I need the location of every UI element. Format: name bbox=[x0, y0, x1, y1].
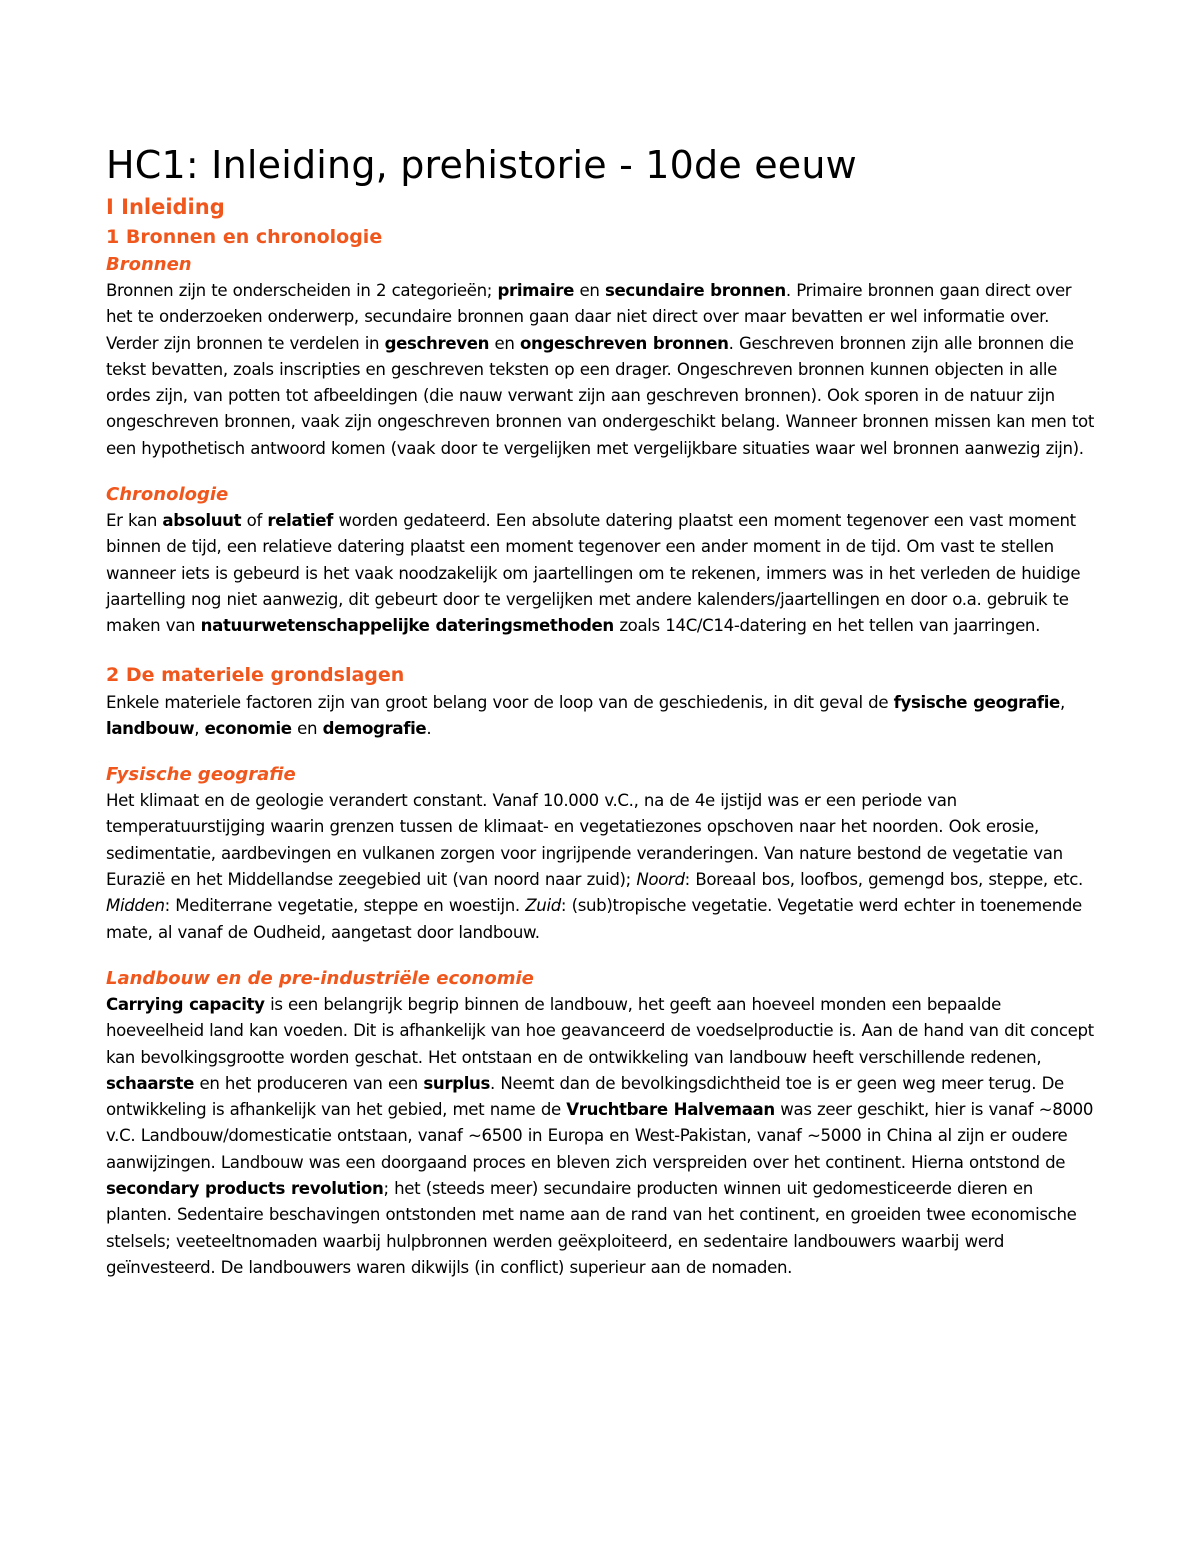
text-run: was zeer geschikt, hier is vanaf ~8000 v.C. Landbouw/domesticatie ontstaan, vanaf ~6500 in Europa en West-Pakistan, vanaf ~5000 in China al zijn er oudere aanwijzingen. Landbouw was een doorgaand proces en bleven zich verspreiden over het continent. Hierna ontstond de bbox=[106, 1100, 1094, 1172]
text-run: , bbox=[1059, 692, 1065, 712]
text-run: is een belangrijk begrip binnen de landbouw, het geeft aan hoeveel monden een bepaalde hoeveelheid land kan voeden. Dit is afhankelijk van hoe geavanceerd de voedselproductie is. Aan de hand van dit concept kan bevolkingsgrootte worden geschat. Het ontstaan en de ontwikkeling van landbouw heeft verschillende redenen, bbox=[106, 994, 1094, 1067]
bold-term: fysische geografie bbox=[893, 692, 1060, 712]
bold-term: secondary products revolution bbox=[106, 1179, 384, 1199]
bold-term: landbouw bbox=[106, 718, 195, 738]
heading-inleiding: I Inleiding bbox=[106, 195, 225, 219]
italic-term: Midden bbox=[106, 896, 165, 916]
text-run: en bbox=[291, 718, 323, 738]
italic-term: Zuid bbox=[525, 896, 561, 916]
text-run: Het klimaat en de geologie verandert constant. Vanaf 10.000 v.C., na de 4e ijstijd was er een periode van temperatuurstijging waarin grenzen tussen de klimaat- en vegetatiezones opschoven naar het noorden. Ook erosie, sedimentatie, aardbevingen en vulkanen zorgen voor ingrijpende veranderingen. Van nature bestond de vegetatie van Eurazië en het Middellandse zeegebied uit (van noord naar zuid); bbox=[106, 791, 1063, 890]
bold-term: economie bbox=[204, 718, 292, 738]
paragraph-landbouw bbox=[106, 992, 1098, 1281]
paragraph-chronologie bbox=[106, 508, 1098, 639]
section-materiele-grondslagen bbox=[106, 660, 1098, 743]
heading-chronologie: Chronologie bbox=[106, 484, 229, 506]
text-run: : Mediterrane vegetatie, steppe en woestijn. bbox=[164, 896, 526, 916]
bold-term: relatief bbox=[267, 511, 334, 531]
text-run: Er kan bbox=[106, 511, 163, 531]
bold-term: secundaire bronnen bbox=[604, 281, 786, 300]
bold-term: absoluut bbox=[162, 511, 242, 531]
heading-bronnen-chronologie: 1 Bronnen en chronologie bbox=[106, 226, 383, 248]
text-run: . Neemt dan de bevolkingsdichtheid toe is er geen weg meer terug. De ontwikkeling is afhankelijk van het gebied, met name de bbox=[106, 1073, 1064, 1120]
heading-fysische-geografie: Fysische geografie bbox=[106, 764, 296, 786]
text-run: . Geschreven bronnen zijn alle bronnen die tekst bevatten, zoals inscripties en geschreven teksten op een drager. Ongeschreven bronnen kunnen objecten in alle ordes zijn, van potten tot afbeeldingen (die nauw verwant zijn aan geschreven bronnen). Ook sporen in de natuur zijn ongeschreven bronnen, vaak zijn ongeschreven bronnen van ondergeschikt belang. Wanneer bronnen missen kan men tot een hypothetisch antwoord komen (vaak door te vergelijken met vergelijkbare situaties waar wel bronnen aanwezig zijn). bbox=[106, 333, 1094, 458]
bold-term: ongeschreven bronnen bbox=[519, 333, 729, 353]
heading-materiele-grondslagen: 2 De materiele grondslagen bbox=[106, 663, 405, 686]
bold-term: surplus bbox=[423, 1073, 491, 1093]
heading-bronnen: Bronnen bbox=[106, 254, 192, 275]
bold-term: Vruchtbare Halvemaan bbox=[566, 1100, 775, 1120]
document-content bbox=[106, 142, 1098, 1281]
document-title: HC1: Inleiding, prehistorie - 10de eeuw bbox=[106, 143, 857, 187]
text-run: Enkele materiele factoren zijn van groot belang voor de loop van de geschiedenis, in dit geval de bbox=[106, 692, 894, 712]
section-landbouw bbox=[106, 966, 1098, 1281]
text-run: en het produceren van een bbox=[194, 1073, 424, 1093]
text-run: of bbox=[241, 511, 268, 531]
text-run: Bronnen zijn te onderscheiden in 2 categorieën; bbox=[106, 281, 498, 300]
text-run: : Boreaal bos, loofbos, gemengd bos, steppe, etc. bbox=[684, 870, 1083, 890]
paragraph-materiele-grondslagen bbox=[106, 690, 1098, 743]
text-run: ; het (steeds meer) secundaire producten winnen uit gedomesticeerde dieren en planten. Sedentaire beschavingen ontstonden met name aan de rand van het continent, en groeiden twee economische stelsels; veeteeltnomaden waarbij hulpbronnen werden geëxploiteerd, en sedentaire landbouwers waarbij werd geïnvesteerd. De landbouwers waren dikwijls (in conflict) superieur aan de nomaden. bbox=[106, 1179, 1077, 1277]
paragraph-fysische-geografie bbox=[106, 788, 1098, 946]
bold-term: demografie bbox=[322, 718, 427, 738]
text-run: zoals 14C/C14-datering en het tellen van jaarringen. bbox=[613, 616, 1041, 636]
text-run: en bbox=[489, 333, 520, 353]
bold-term: Carrying capacity bbox=[106, 994, 265, 1014]
bold-term: schaarste bbox=[106, 1073, 195, 1093]
section-bronnen bbox=[106, 252, 1098, 462]
text-run: . bbox=[426, 718, 432, 738]
bold-term: geschreven bbox=[384, 333, 490, 353]
paragraph-bronnen bbox=[106, 278, 1098, 462]
text-run: . Primaire bronnen gaan direct over het te onderzoeken onderwerp, secundaire bronnen gaan daar niet direct over maar bevatten er wel informatie over. Verder zijn bronnen te verdelen in bbox=[106, 281, 1072, 353]
section-fysische-geografie bbox=[106, 762, 1098, 946]
text-run: : (sub)tropische vegetatie. Vegetatie werd echter in toenemende mate, al vanaf de Oudheid, aangetast door landbouw. bbox=[106, 896, 1082, 942]
heading-landbouw: Landbouw en de pre-industriële economie bbox=[106, 967, 534, 989]
section-chronologie bbox=[106, 482, 1098, 639]
bold-term: primaire bbox=[497, 281, 575, 300]
bold-term: natuurwetenschappelijke dateringsmethoden bbox=[200, 616, 614, 636]
text-run: worden gedateerd. Een absolute datering plaatst een moment tegenover een vast moment binnen de tijd, een relatieve datering plaatst een moment tegenover een ander moment in de tijd. Om vast te stellen wanneer iets is gebeurd is het vaak noodzakelijk om jaartellingen om te rekenen, immers was in het verleden de huidige jaartelling nog niet aanwezig, dit gebeurt door te vergelijken met andere kalenders/jaartellingen en door o.a. gebruik te maken van bbox=[106, 511, 1081, 636]
text-run: , bbox=[194, 718, 205, 738]
italic-term: Noord bbox=[636, 870, 685, 890]
text-run: en bbox=[574, 281, 605, 300]
